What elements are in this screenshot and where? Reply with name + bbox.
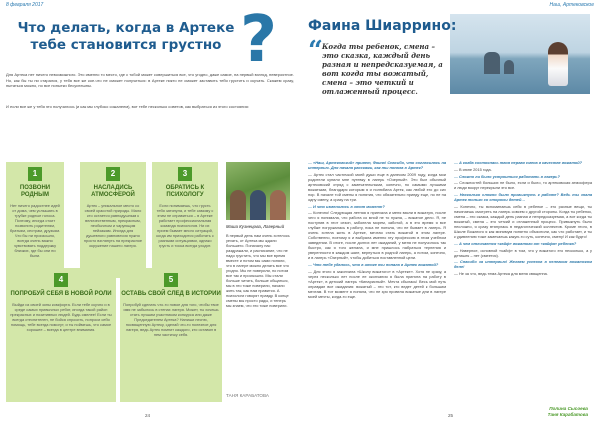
interview-question: — Что тебе удалось, что в итоге ты попала в Артек вожатой?: [308, 262, 439, 268]
tip-text: Попробуй сделать что-то новое для того, чтобы твое имя не забылось в стенах лагеря. Может, ты хочешь стать лучшим участником конкурса или даже Председателем Артека? Напиши песню, посвященную Артеку, сделай что-то полезное для лагеря, ведь Артек помнит каждого, кто оставил в нем частичку себя.: [123, 302, 219, 337]
tip-card: [80, 162, 146, 278]
person-figure: [548, 42, 568, 86]
question-mark: ?: [240, 3, 278, 77]
tip-number: 1: [28, 167, 42, 181]
profile-text: В первый день нам очень хотелось уехать, от Артека мы ждали большего. Поначалу нас раздражали, и расписание, что не надо грустить, что мы все время вместе и потом мы сами поняли, что в лагере можно делать все что угодно. Мы не поверили, но потом все так и произошло. Мы стали больше читать, больше общаться, мы в это тоже поверили, начали жить так, как нам нравится. А психологи говорят правду. В конце смены мы просто рады, и теперь мы знаем, что это тоже поверили.: [226, 233, 290, 308]
interview-question: — А чем отличается «кайф» вожатого от «кайфа» ребенка?: [454, 240, 577, 246]
author-signature: [548, 406, 588, 418]
interview-column-1: [308, 160, 446, 301]
interview-answer: — Для этого я закончила «Школу вожатого» в «Артеке». Хотя не сразу, а через несколько лет после ее окончания я была принята на работу в «Артек», в детский лагерь «Кипарисный». Мечта сбылась! Весь мой путь оправдал все ожидания: вожатый – это тот, кто ведет детей к большим мечтам. В тот момент я поняла, что не зря провела вожатые дни в лагере моей мечты, когда-то еще.: [308, 268, 446, 299]
interview-question: — Сложно ли было устроиться работать в лагерь?: [454, 173, 560, 179]
photo-caption: Маша Кузнецова, Лагерный: [226, 224, 285, 229]
tip-card: [6, 268, 116, 402]
page-number: 25: [448, 413, 454, 418]
tip-text: Артек – уникальное место со своей красотой природы. Мало кто остается равнодушным к величественным, прекрасным, необычным и чарующим пейзажам. Иногда для душевного равновесия нужно просто взглянуть на прекрасное окружение нашего лагеря.: [83, 203, 143, 248]
tip-text: Нет ничего радостнее идей от дома, чем услышать в трубке родные голоса. Поэтому, иногда стоит позвонить родителям, братьям, сестрам, друзьям. Что бы ни произошло, всегда очень важно чувствовать поддержку близких, где бы они ни были.: [9, 203, 61, 258]
tip-number: 2: [106, 167, 120, 181]
interview-column-2: [454, 160, 592, 278]
intro-paragraph: И если все же у тебя это получилось (и как мы глубоко сожалеем), вот тебе несколько советов, как выбраться из этого состояния:: [6, 104, 249, 109]
author-name: Таня Карабатова: [547, 412, 588, 417]
interview-answer: — В июне 2015 года.: [454, 166, 492, 172]
tip-number: 3: [178, 167, 192, 181]
tip-title: ОБРАТИСЬ К ПСИХОЛОГУ: [165, 185, 205, 198]
interview-question: — А когда состоялась твоя первая смена в качестве вожатой?: [454, 160, 582, 165]
tip-card: [6, 162, 64, 278]
tip-card: [120, 268, 222, 402]
interview-photo: [450, 14, 590, 94]
tip-number: 5: [164, 273, 178, 287]
author-signature: ТАНЯ КАРАБАТОВА: [226, 393, 269, 398]
right-page: [300, 0, 600, 424]
interview-answer: — Не за что, ведь тема Артека для меня священна.: [454, 271, 548, 277]
tip-title: ПОЗВОНИ РОДНЫМ: [19, 185, 51, 198]
interview-answer: — Конечно! Следующая летняя я приехала и меня взяли в вожатую, после чего я понимала, что работа со мной не то нужна, – вожатое дело. Я, не поступив в этот сезон, заболела морем, заботой, а в это время я все глубже погружалась в работу, пока не поняла, что не бывает в лагерь. Я очень хотела жить в Артеке, мечтая стать вожатой в этом лагере. Собственно, поэтому я и выбрала именно эту профессию в этом учебном заведении. В итоге, после долгих лет ожиданий, у меня не получилось так быстро, как я того желала, и мне пришлось набраться терпения и уверенности в каждом шаге, вернуться в родной лагерь, а потом, конечно, и в лагерь «Озерный», чтобы добиться поставленной цели.: [308, 210, 446, 261]
tip-text: Если понимаешь, что грусть тебя затянула, и тебе самому с этим не справиться – в Артеке работает профессиональная команда психологов. Ни их прием бывает много ситуаций, когда им приходится работать с разными ситуациями, однако грусть и тоска всегда уходят.: [156, 203, 214, 248]
tip-text: Выйди из своей зоны комфорта. Если тебе скучно и в среде самых привычных ребят, иногда такой район прекрасных и позитивных людей. Будь смелее! Если ты всегда стеснителен, не бойся спросить, попроси себя помощь, тебе всегда помогут, и ты поймешь, что самое хорошее – всегда в центре внимания.: [10, 302, 112, 332]
interview-question: — Спасибо за интервью! Желаем успехов в нелегком вожатском деле!: [454, 259, 592, 270]
interview-question: — И что изменилось в этот момент?: [308, 203, 385, 209]
interview-answer: — Наверное, основной «кайф» в том, что у вожатого его несколько, а у детишек – нет (смеется).: [454, 247, 592, 258]
tip-title: ПОПРОБУЙ СЕБЯ В НОВОЙ РОЛИ: [10, 291, 112, 297]
group-photo: [226, 162, 290, 220]
interview-answer: — Артек стал частичкой моей души еще в далеком 2009 году, когда мои родители купили мне путевку в лагерь «Озерный». Это был обычный артековский отряд с замечательными, конечно, но самыми лучшими вожатыми, благодаря которым я и полюбила Артек, как любой его до сих пор. В начале той смены я понятия, что обязательно приеду еще, но не на одну смену, а сразу на три.: [308, 171, 446, 202]
profile-card: [226, 162, 290, 402]
tip-number: 4: [54, 273, 68, 287]
page-number: 24: [145, 413, 151, 418]
section-name: Наш, Артековское: [549, 2, 594, 8]
interview-question: — Насколько сложно было привыкнуть к работе? Ведь ты знала Артек только со стороны детей…: [454, 192, 592, 203]
tip-title: НАСЛАДИСЬ АТМОСФЕРОЙ: [91, 185, 135, 198]
article-title: Что делать, когда в Артеке тебе становится грустно: [17, 20, 235, 53]
intro-paragraph: Для Артека нет ничего невозможного. Это именно то место, где с тобой может совершиться все, что угодно, даже самое, на первый взгляд, невероятное. Но, как бы ты ни старался, у тебя все же кое-что не сможет получиться: в Артеке никто не сможет заставить тебя грустить и скучать. Скажем сразу, пытаться можно, но все попытки бесуспешны.: [6, 72, 294, 88]
tip-card: [152, 162, 218, 278]
interview-question: — «Наш, Артековский» привет, Фаина! Спасибо, что согласилась на интервью. Для начала расскажи, как ты попала в Артек?: [308, 160, 446, 170]
interview-answer: — Сложностей больших не было, если и было, то артековская атмосфера и люди вокруг перекрыли это все.: [454, 180, 592, 191]
author-name: Полина Сысоева: [549, 406, 588, 411]
issue-date: 8 февраля 2017: [6, 2, 44, 8]
quote-icon: “: [308, 36, 323, 66]
interview-answer: — Конечно, ты вспоминаешь себя в ребенке – это разные вещи, ты начинаешь смотреть на лагерь совсем с другой стороны. Когда ты ребенок, смена – это сказка, каждый день разная и непредсказуемая, а вот когда ты вожатый, смена – это четкий и отлаженный процесс. Привыкнуть было несложно, я сразу втянулась в педагогический коллектив. Кроме этого, в Школе Вожатого я как минимум понятно объяснили, как что работает, и ты к удивлению тоже замечаешь какую-то суть, конечно, смену! И как будто!: [454, 203, 592, 239]
pull-quote: Когда ты ребенок, смена – это сказка, каждый день разная и непредсказуемая, а вот когда ты вожатый, смена – это четкий и отлаженный процесс.: [322, 42, 443, 96]
interviewee-name: Фаина Шиаррино:: [308, 18, 457, 34]
tip-title: ОСТАВЬ СВОЙ СЛЕД В ИСТОРИИ: [121, 291, 221, 297]
